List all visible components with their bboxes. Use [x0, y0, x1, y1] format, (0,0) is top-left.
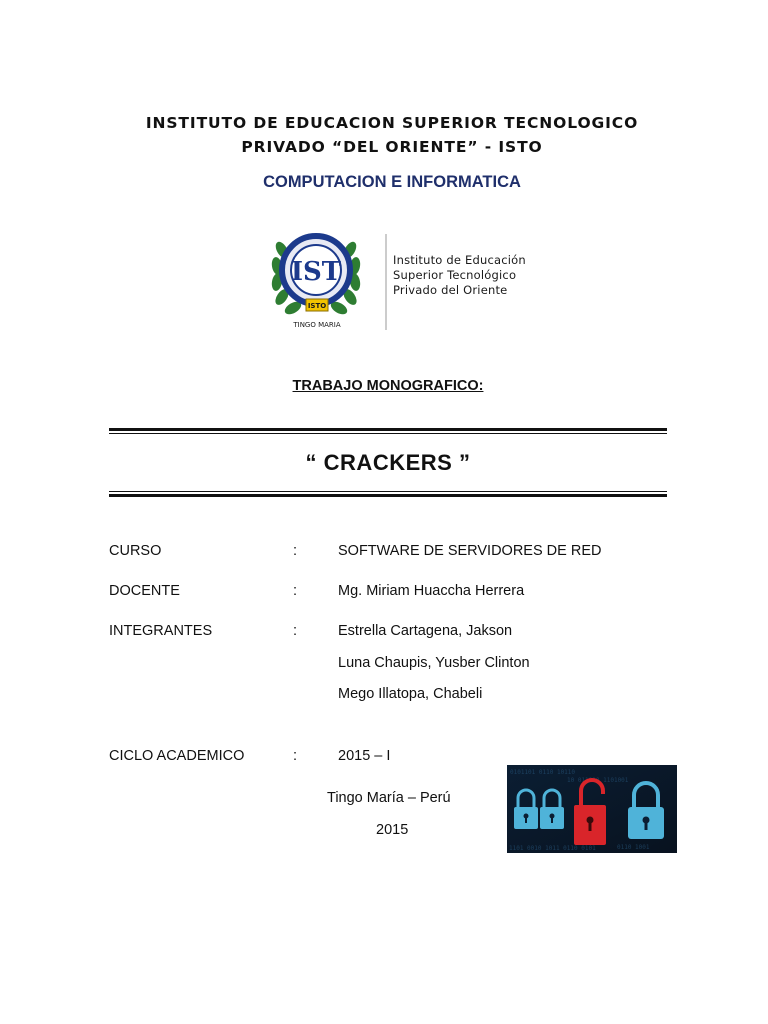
members-label: INTEGRANTES [109, 623, 213, 639]
document-type-label: TRABAJO MONOGRAFICO: [292, 378, 484, 394]
cycle-label: CICLO ACADEMICO [109, 748, 245, 764]
padlocks-image [507, 765, 677, 853]
logo-text-block [393, 253, 526, 298]
program-title: COMPUTACION E INFORMATICA [263, 173, 521, 191]
institution-name-line2: PRIVADO “DEL ORIENTE” - ISTO [241, 138, 543, 156]
svg-text:0110 1001: 0110 1001 [617, 844, 650, 851]
member-name: Mego Illatopa, Chabeli [338, 686, 483, 702]
footer-year: 2015 [376, 822, 409, 838]
logo-text-line: Privado del Oriente [393, 283, 508, 297]
title-top-rule-thin [109, 433, 667, 434]
cycle-separator: : [293, 748, 298, 764]
padlocks-icon [507, 765, 677, 853]
course-label: CURSO [109, 543, 162, 559]
footer-place: Tingo María – Perú [327, 790, 451, 806]
svg-text:0101101 0110 10110: 0101101 0110 10110 [510, 769, 576, 776]
course-separator: : [293, 543, 298, 559]
member-name: Luna Chaupis, Yusber Clinton [338, 655, 530, 671]
svg-text:1101 0010 1011 0110 0101: 1101 0010 1011 0110 0101 [509, 845, 596, 852]
institution-name-line1: INSTITUTO DE EDUCACION SUPERIOR TECNOLOGICO [145, 114, 639, 132]
emblem-badge-text: ISTO [307, 302, 327, 310]
title-top-rule [109, 428, 667, 431]
cycle-value: 2015 – I [338, 748, 391, 764]
teacher-separator: : [293, 583, 298, 599]
emblem-city-caption: TINGO MARIA [293, 321, 341, 329]
member-name: Estrella Cartagena, Jakson [338, 623, 513, 639]
document-title: “ CRACKERS ” [305, 450, 471, 475]
logo-text-line: Superior Tecnológico [393, 268, 517, 282]
teacher-label: DOCENTE [109, 583, 180, 599]
title-bottom-rule-thin [109, 491, 667, 492]
emblem-letters: IST [290, 257, 342, 287]
members-separator: : [293, 623, 298, 639]
title-bottom-rule [109, 494, 667, 497]
logo-text-line: Instituto de Educación [393, 253, 526, 267]
teacher-value: Mg. Miriam Huaccha Herrera [338, 583, 525, 599]
svg-text:10 011010 1101001: 10 011010 1101001 [567, 777, 629, 784]
course-value: SOFTWARE DE SERVIDORES DE RED [338, 543, 602, 559]
